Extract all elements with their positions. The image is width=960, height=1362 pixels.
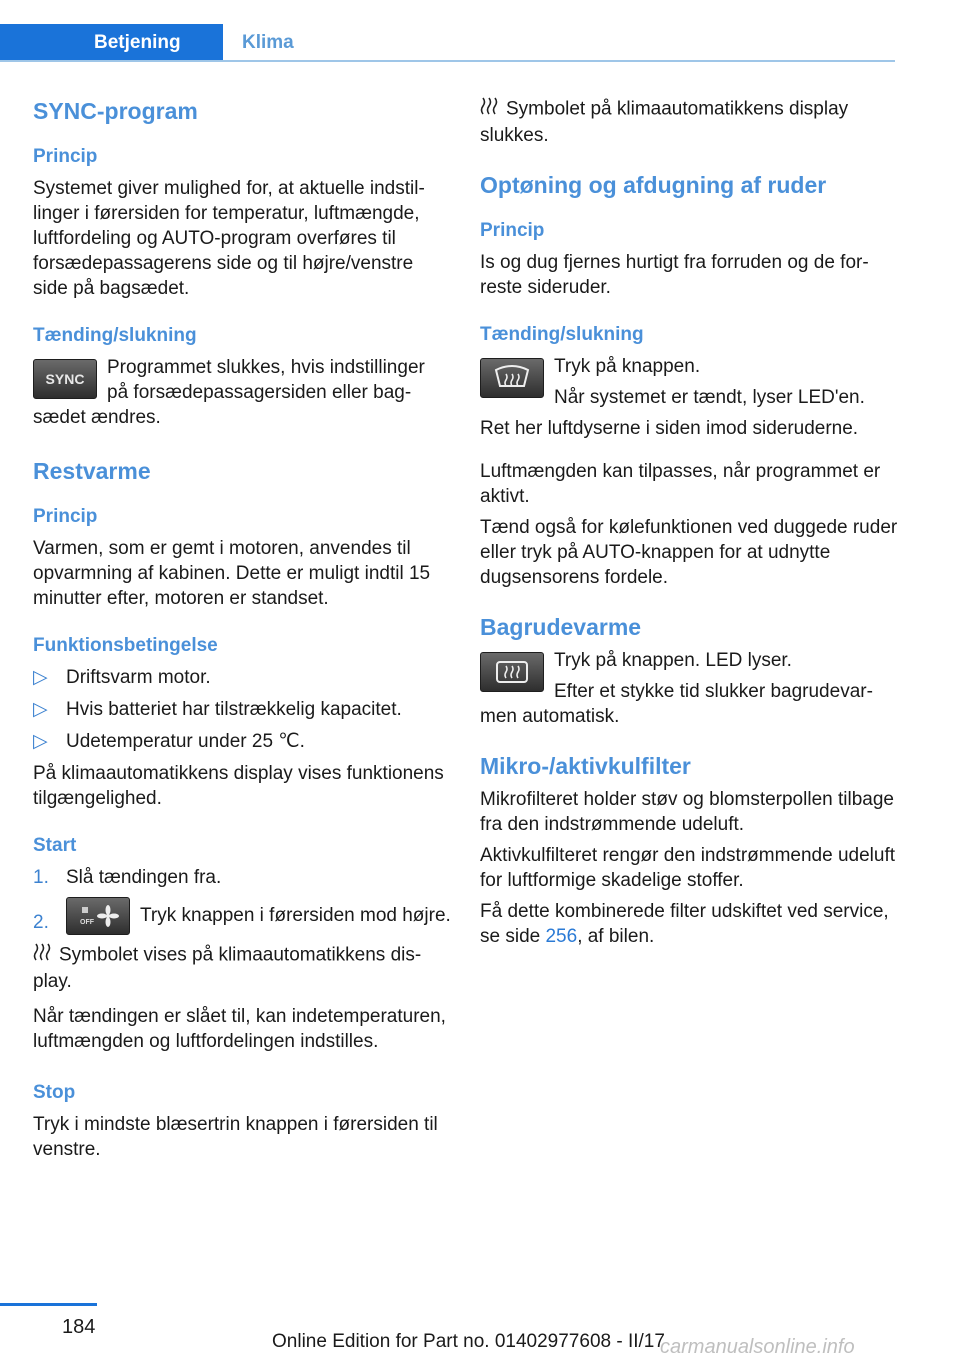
filter-text-1: Mikrofilteret holder støv og blomsterpollen tilbage fra den indstrømmende udeluft. (480, 789, 894, 835)
defrost-step-4: Luftmængden kan tilpasses, når programmet er aktivt. (480, 461, 881, 507)
page-number: 184 (62, 1316, 96, 1338)
heat-symbol-icon (480, 96, 498, 123)
windshield-defrost-icon (480, 358, 544, 398)
list-item: ▷ Hvis batteriet har tilstrækkelig kapacitet. (33, 699, 402, 720)
page-link[interactable]: 256 (545, 926, 578, 947)
filter-text-2: Aktivkulfilteret rengør den indstrømmende udeluft for luftformige skadelige stoffer. (480, 845, 896, 891)
heat-symbol-icon (33, 942, 51, 969)
watermark: carmanualsonline.info (660, 1336, 855, 1358)
list-item: ▷ Driftsvarm motor. (33, 667, 211, 688)
svg-text:OFF: OFF (80, 919, 94, 926)
restvarme-title: Restvarme (33, 458, 151, 484)
list-item: 1. Slå tændingen fra. (33, 867, 222, 888)
defrost-title: Optøning og afdugning af ruder (480, 172, 827, 198)
defrost-step-1: Tryk på knappen. (554, 356, 701, 377)
rear-window-heating-icon (480, 652, 544, 692)
edition-text: Online Edition for Part no. 01402977608 - II/17 (272, 1331, 665, 1352)
defrost-step-5: Tænd også for kølefunktionen ved duggede ruder eller tryk på AUTO-knappen for at udnytte dugsensorens fordele. (480, 517, 898, 588)
sync-title: SYNC-program (33, 98, 198, 124)
defrost-toggle-row (480, 354, 898, 410)
condition-heading: Funktionsbetingelse (33, 635, 218, 656)
condition-list (33, 665, 451, 754)
start-list (33, 865, 451, 935)
symbol-shown-text: Symbolet vises på klimaautomatikkens display. (33, 942, 451, 994)
footer-rule (0, 1303, 97, 1306)
right-column (480, 96, 898, 949)
stop-text: Tryk i mindste blæsertrin knappen i førersiden til venstre. (33, 1114, 438, 1160)
rear-heating-row (480, 648, 898, 729)
rear-heating-title: Bagrudevarme (480, 614, 642, 640)
tab-klima[interactable]: Klima (242, 32, 294, 53)
sync-button-icon: SYNC (33, 359, 97, 399)
defrost-toggle-heading: Tænding/slukning (480, 324, 644, 345)
sync-toggle-row (33, 355, 451, 430)
condition-after-text: På klimaautomatikkens display vises funktionens tilgængelighed. (33, 763, 444, 809)
header-bar (0, 24, 895, 62)
stop-heading: Stop (33, 1082, 76, 1103)
defrost-step-2: Når systemet er tændt, lyser LED'en. (554, 387, 865, 408)
fan-off-button-icon (66, 897, 130, 935)
defrost-step-3: Ret her luftdyserne i siden imod sideruderne. (480, 418, 859, 439)
tab-betjening[interactable]: Betjening (0, 24, 223, 62)
sync-toggle-heading: Tænding/slukning (33, 325, 197, 346)
rear-heating-step-2: Efter et stykke tid slukker bagrudevarmen automatisk. (480, 681, 873, 727)
header-rule (0, 60, 895, 62)
defrost-princip-text: Is og dug fjernes hurtigt fra forruden og de forreste sideruder. (480, 252, 869, 298)
left-column (33, 96, 451, 1162)
rear-heating-step-1: Tryk på knappen. LED lyser. (554, 650, 792, 671)
start-heading: Start (33, 835, 77, 856)
rest-princip-text: Varmen, som er gemt i motoren, anvendes til opvarmning af kabinen. Dette er muligt indtil 15 minutter efter, motoren er standset. (33, 538, 431, 609)
filter-title: Mikro-/aktivkulfilter (480, 753, 691, 779)
rest-princip-heading: Princip (33, 506, 98, 527)
sync-toggle-text: Programmet slukkes, hvis indstillinger på forsædepassagersiden eller bagsædet ændres. (33, 357, 425, 428)
symbol-off-text: Symbolet på klimaautomatikkens display slukkes. (480, 96, 898, 148)
filter-text-3: Få dette kombinerede filter udskiftet ved service, se side 256, af bilen. (480, 901, 889, 947)
sync-princip-text: Systemet giver mulighed for, at aktuelle indstillinger i førersiden for temperatur, luftmængde, luftfordeling og AUTO-program overføres til forsædepassagerens side og til højre/venstre side på bagsædet. (33, 178, 425, 299)
list-item: 2. OFF Tryk knappen i førersiden mod højre. (33, 897, 451, 935)
defrost-princip-heading: Princip (480, 220, 545, 241)
list-item: ▷ Udetemperatur under 25 ℃. (33, 731, 305, 752)
ignition-text: Når tændingen er slået til, kan indetemperaturen, luftmængden og luftfordelingen indstilles. (33, 1006, 446, 1052)
sync-princip-heading: Princip (33, 146, 98, 167)
